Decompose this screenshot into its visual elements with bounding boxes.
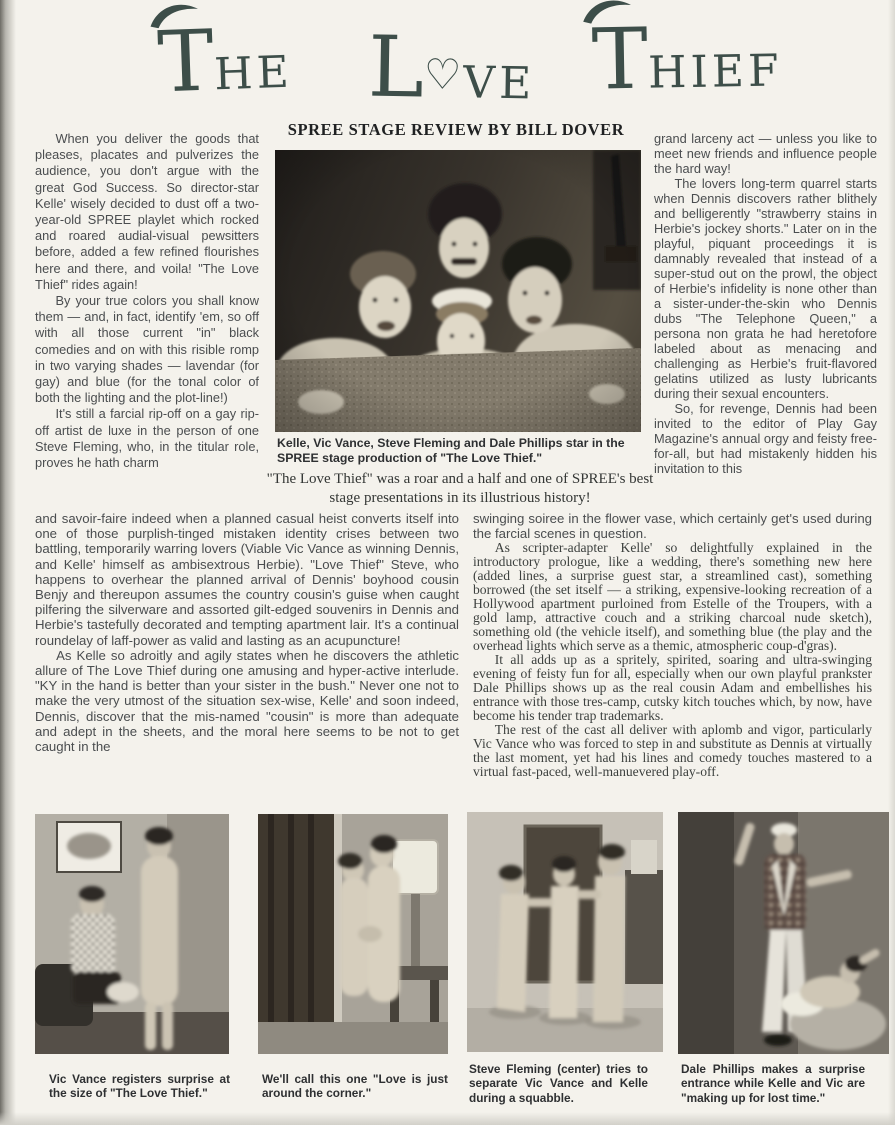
article-subtitle: SPREE STAGE REVIEW BY BILL DOVER [287, 120, 625, 139]
paragraph: grand larceny act — unless you like to meet new friends and influence people the hard way! [654, 131, 877, 176]
title-letters: HIEF [647, 45, 783, 99]
photo-vic-vance-surprise [35, 814, 229, 1054]
photo-caption: We'll call this one "Love is just around the corner." [262, 1072, 448, 1101]
scan-edge-left [0, 0, 16, 1125]
wall-picture [57, 822, 121, 872]
photo-caption: Dale Phillips makes a surprise entrance while Kelle and Vic are "making up for lost time." [681, 1062, 865, 1105]
paragraph: It all adds up as a spritely, spirited, soaring and ultra-swinging evening of feisty fun for all, especially when our own playful prankster Dale Phillips shows up as the real cousin Adam and embellishes his entrance with those tres-camp, cutsky kitch touches which, by now, have become his tender trap trademarks. [473, 652, 872, 724]
paragraph: swinging soiree in the flower vase, which certainly get's used during the farcial scenes in question. [473, 511, 872, 542]
paragraph: The lovers long-term quarrel starts when Dennis discovers rather blithely and belligerently "strawberry stains in Herbie's jockey shorts." Later on in the playful, piquant proceedings it is damnably revealed that instead of a super-stud out on the prowl, the object of Herbie's infidelity is none other than a sister-under-the-skin who Dennis dubs "The Telephone Queen," a persona non grata he had heretofore labeled about as menacing and challenging as Herbie's fruit-flavored gelatins utilized as lusty lubricants during their sexual encounters. [654, 176, 877, 401]
paragraph: and savoir-faire indeed when a planned casual heist converts itself into one of those purplish-tinged mistaken identity crises between two battling, temporarily warring lovers (Viable Vic Vance as winning Dennis, and Kelle' himself as ambisextrous Herbie). "Love Thief" Steve, who happens to overhear the planned arrival of Dennis' boyhood cousin Benjy and thereupon assumes the country cousin's guise when caught pilfering the silverware and assorted gilt-edged souvenirs in Dennis and Herbie's tastefully decorated and tempting apartment lair. It's a continual roundelay of laff-power as valid and lasting as an acupuncture! [35, 511, 459, 648]
article-title [140, 9, 820, 118]
photo-squabble [467, 812, 663, 1052]
pull-quote: "The Love Thief" was a roar and a half and one of SPREE's best stage presentations in its illustrious history! [266, 471, 654, 506]
title-letter: T [156, 11, 216, 112]
photo-caption: Vic Vance registers surprise at the size of "The Love Thief." [49, 1072, 230, 1101]
title-flourish-icon [581, 0, 633, 24]
right-wide-column [473, 511, 872, 779]
paragraph: The rest of the cast all deliver with aplomb and vigor, particularly Vic Vance who was forced to step in and substitute as Dennis at virtually the last moment, yet had his lines and comedy touches mastered to a virtual fast-paced, well-manuevered play-off. [473, 722, 872, 780]
left-wide-column [35, 511, 459, 754]
paragraph: By your true colors you shall know them — and, in fact, identify 'em, so off with all those current "in" black comedies and on with this risible romp in two varying shades — lavendar (for gay) and blue (for the tonal color of both the lighting and the plot-line!) [35, 293, 259, 406]
title-letter: L [367, 17, 425, 117]
left-column [35, 131, 259, 471]
title-letters: HE [213, 46, 294, 101]
photo-surprise-entrance [678, 812, 889, 1054]
paragraph: As scripter-adapter Kelle' so delightfully explained in the introductory prologue, like a wedding, there's something new here (added lines, a surprise guest star, a streamlined cast), something borrowed (the set itself — a striking, expensive-looking recreation of a Hollywood apartment purloined from Estelle of the Troupers, with a gold lamp, attractive couch and a striking charcoal nude sketch), something old (the vehicle itself), and something blue (the play and the overhead lights which serve as a themic, atmospheric coup-d'gras). [473, 540, 872, 654]
title-word-thief [591, 10, 783, 120]
paragraph: So, for revenge, Dennis had been invited to the editor of Play Gay Magazine's annual orgy and feisty free-for-all, but had mistakenly hidden his invitation to this [654, 401, 877, 476]
title-word-love [367, 17, 536, 131]
title-word-the [156, 12, 294, 124]
title-flourish-icon [148, 1, 201, 29]
main-photo-caption: Kelle, Vic Vance, Steve Fleming and Dale Phillips star in the SPREE stage production of "The Love Thief." [277, 436, 625, 465]
photo-love-around-corner [258, 814, 448, 1054]
title-letters: VE [462, 57, 536, 110]
paragraph: When you deliver the goods that pleases, placates and pulverizes the audience, you don't argue with the great God Success. So director-star Kelle' wisely decided to dust off a two-year-old SPREE playlet which rocked and roared audial-visual pewsitters before, added a few refined flourishes here and there, and voila! "The Love Thief" rides again! [35, 131, 259, 292]
right-column [654, 131, 877, 476]
paragraph: As Kelle so adroitly and agily states when he discovers the athletic allure of The Love Thief during one amusing and hyper-active interlude. "KY in the hand is better than your sister in the bush." Never one not to make the very utmost of the situation sex-wise, Kelle' and soon indeed, Dennis, discover that the mis-named "cousin" is more than adequate and adept in the sheets, and the moral here seems to be not to get caught in the [35, 647, 459, 755]
photo-caption: Steve Fleming (center) tries to separate Vic Vance and Kelle during a squabble. [469, 1062, 648, 1105]
title-letter: T [591, 9, 649, 109]
heart-icon: ♡ [423, 49, 464, 100]
paragraph: It's still a farcial rip-off on a gay rip-off artist de luxe in the person of one Steve Fleming, who, in the titular role, proves he hath charm [35, 406, 259, 471]
main-photo [275, 150, 641, 432]
scan-edge-right [888, 0, 895, 1125]
scan-edge-bottom [0, 1112, 895, 1125]
